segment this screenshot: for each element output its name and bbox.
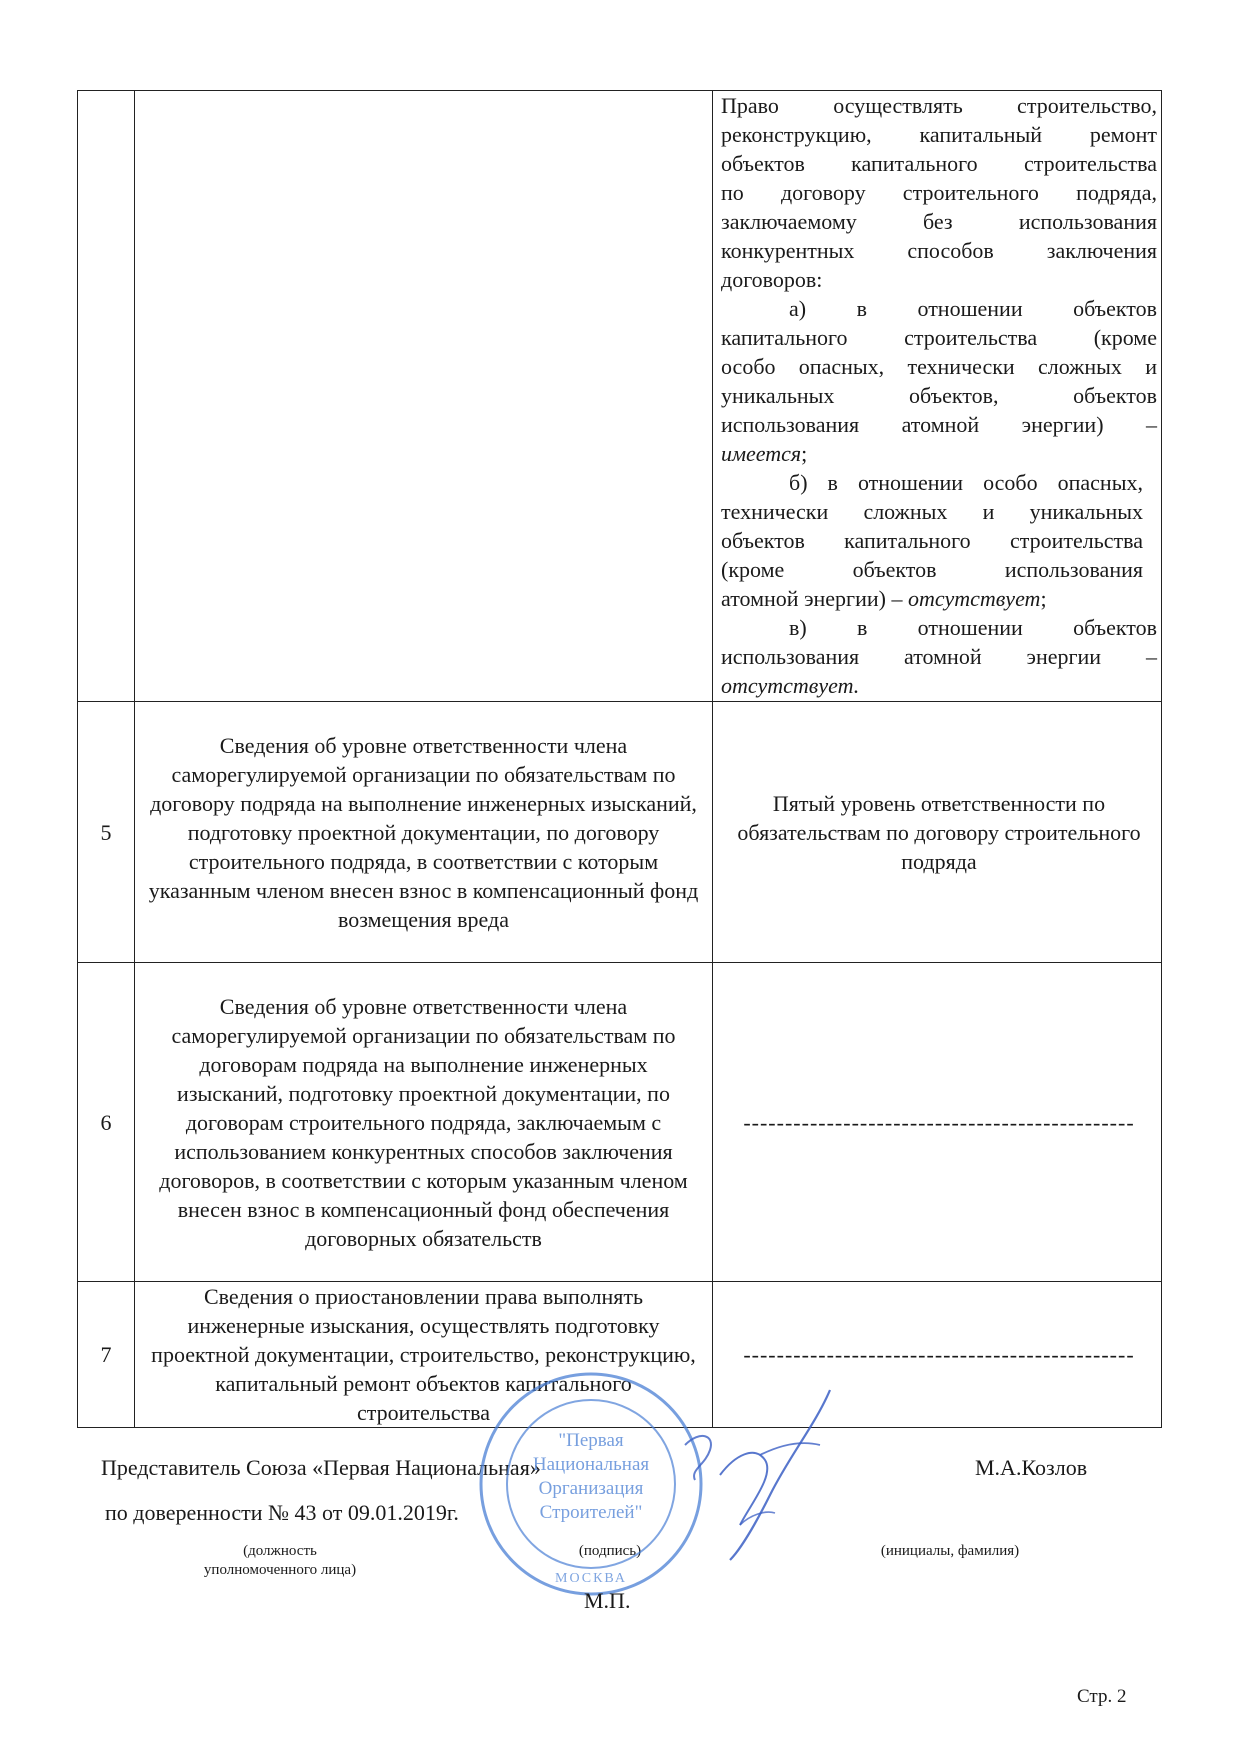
representative-text: Представитель Союза «Первая Национальная» — [101, 1455, 541, 1480]
registry-table — [77, 90, 1162, 1428]
right-line: заключаемому без использования — [721, 209, 1157, 234]
right-line: Право осуществлять строительство, — [721, 93, 1157, 118]
right-line: б) в отношении особо опасных, — [789, 470, 1143, 495]
right-line: объектов капитального строительства — [721, 528, 1143, 553]
a-status-line: имеется; — [721, 441, 808, 466]
right-line: технически сложных и уникальных — [721, 499, 1143, 524]
right-line: а) в отношении объектов — [789, 296, 1157, 321]
position-caption — [180, 1542, 380, 1580]
row-value-cell: ----------------------------------------------- — [713, 963, 1162, 1282]
signature-caption: (подпись) — [578, 1543, 642, 1559]
row-number-cell: 5 — [78, 702, 135, 963]
seal-text: МОСКВА — [555, 1571, 627, 1586]
row-description-cell — [135, 91, 713, 702]
row-number-cell: 7 — [78, 1282, 135, 1428]
power-of-attorney-text: по доверенности № 43 от 09.01.2019г. — [105, 1500, 459, 1525]
right-line: использования атомной энергии) – — [721, 412, 1157, 437]
status-text: имеется — [721, 441, 802, 466]
page-number: Стр. 2 — [1077, 1686, 1127, 1707]
row-description-cell: Сведения об уровне ответственности члена саморегулируемой организации по обязательствам по договору подряда на выполнение инженерных изысканий, подготовку проектной документации, по договору строительного подряда, в соответствии с которым указанным членом внесен взнос в компенсационный фонд возмещения вреда — [135, 702, 713, 963]
row-description-cell: Сведения об уровне ответственности члена саморегулируемой организации по обязательствам по договорам подряда на выполнение инженерных изысканий, подготовку проектной документации, по договорам строительного подряда, заключаемым с использованием конкурентных способов заключения договоров, в соответствии с которым указанным членом внесен взнос в компенсационный фонд обеспечения договорных обязательств — [135, 963, 713, 1282]
right-line: особо опасных, технически сложных и — [721, 354, 1157, 379]
seal-text: Организация — [538, 1478, 644, 1499]
handwritten-signature — [680, 1385, 900, 1565]
status-text: отсутствует — [907, 586, 1041, 611]
seal-text: Строителей" — [539, 1502, 643, 1523]
right-line: реконструкцию, капитальный ремонт — [721, 122, 1157, 147]
organization-seal — [477, 1370, 705, 1598]
b-tail: атомной энергии) – — [721, 586, 908, 611]
seal-text: Национальная — [532, 1454, 650, 1475]
row-description-cell: Сведения о приостановлении права выполнять инженерные изыскания, осуществлять подготовку проектной документации, строительство, реконструкцию, капитальный ремонт объектов капитального строительства — [135, 1282, 713, 1428]
right-line: (кроме объектов использования — [721, 557, 1143, 582]
right-line: объектов капитального строительства — [721, 151, 1157, 176]
seal-text: "Первая — [558, 1430, 624, 1451]
signer-name: М.А.Козлов — [975, 1455, 1088, 1480]
right-line: капитального строительства (кроме — [721, 325, 1157, 350]
right-line: договоров: — [721, 267, 823, 292]
seal-mark: М.П. — [584, 1588, 631, 1613]
right-line: в) в отношении объектов — [789, 615, 1157, 640]
table-row — [78, 702, 1162, 963]
row-number-cell: 6 — [78, 963, 135, 1282]
b-status-line: атомной энергии) – отсутствует; — [721, 586, 1047, 611]
position-caption-line: уполномоченного лица) — [203, 1562, 357, 1578]
right-line: уникальных объектов, объектов — [721, 383, 1157, 408]
position-caption-line: (должность — [243, 1543, 317, 1559]
name-caption: (инициалы, фамилия) — [880, 1543, 1020, 1559]
right-line: использования атомной энергии – — [721, 644, 1157, 669]
row-number-cell — [78, 91, 135, 702]
status-text: отсутствует. — [721, 673, 860, 698]
table-row — [78, 963, 1162, 1282]
right-line: по договору строительного подряда, — [721, 180, 1157, 205]
row-value-cell: Пятый уровень ответственности по обязательствам по договору строительного подряда — [713, 702, 1162, 963]
table-row — [78, 91, 1162, 702]
row-value-cell: ----------------------------------------------- — [713, 1282, 1162, 1428]
right-line: конкурентных способов заключения — [721, 238, 1157, 263]
row-value-cell — [713, 91, 1162, 702]
